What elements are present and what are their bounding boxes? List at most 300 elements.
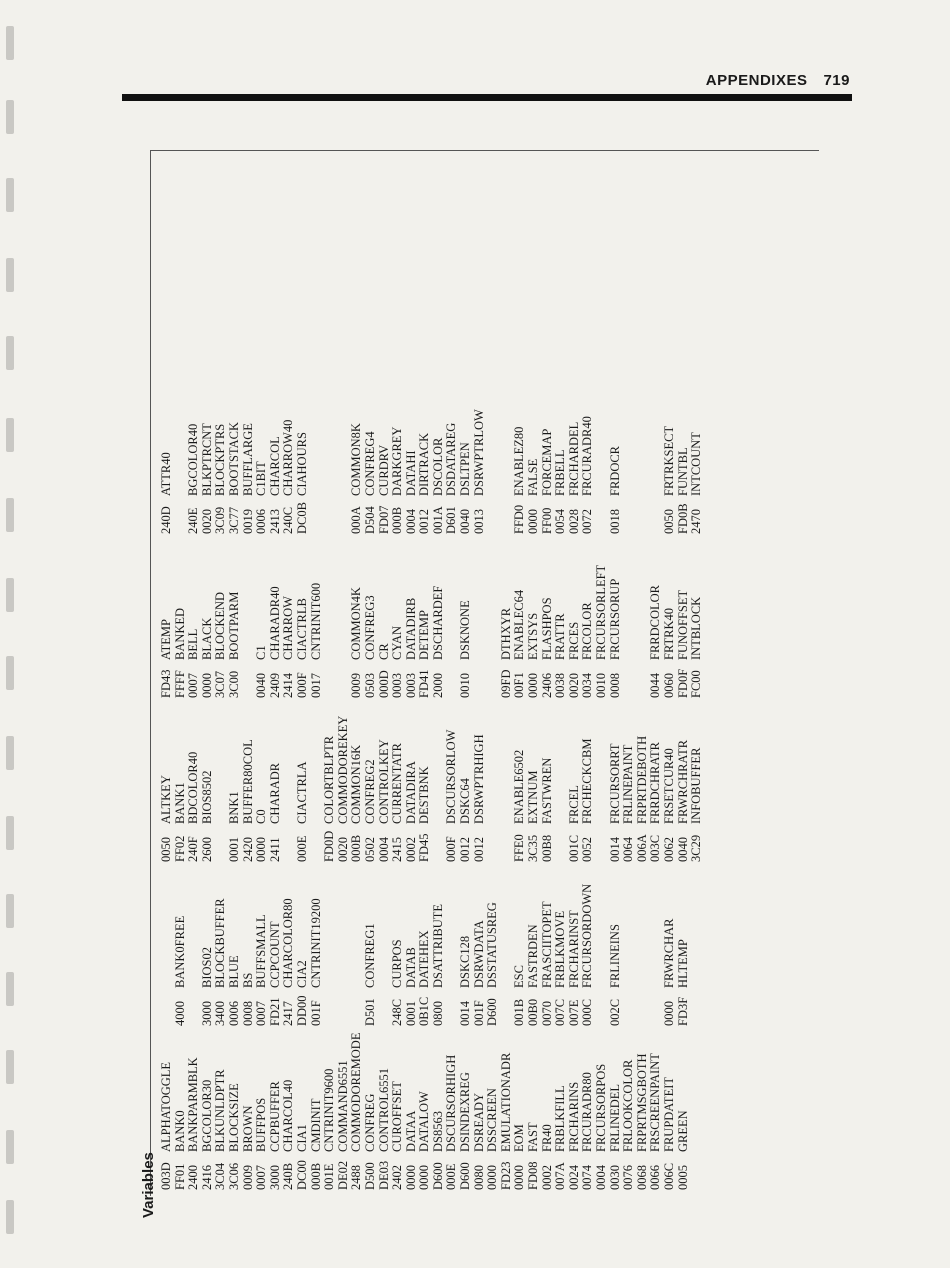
variable-name-cell: [242, 534, 256, 660]
table-row: [432, 370, 446, 1190]
address-cell: 0050: [661, 509, 676, 534]
address-cell: 000B: [349, 834, 364, 862]
variable-name-cell: [500, 370, 514, 496]
variable-name-cell: DSKNONE: [458, 600, 473, 660]
address-cell: 0020: [335, 837, 350, 862]
variable-name-cell: CONFREG1: [362, 923, 377, 988]
variable-name-cell: [636, 534, 650, 660]
table-row: [378, 370, 392, 1190]
address-cell: [622, 496, 636, 534]
address-cell: 0003: [390, 673, 405, 698]
address-cell: [500, 496, 514, 534]
address-cell: 2420: [240, 837, 255, 862]
address-cell: 0020: [199, 509, 214, 534]
variable-name-cell: BDCOLOR40: [186, 751, 201, 824]
table-row: [568, 370, 582, 1190]
address-cell: FD3F: [675, 996, 690, 1026]
address-cell: FF02: [172, 835, 187, 862]
variable-name-cell: DSCOLOR: [430, 437, 445, 496]
address-cell: DE02: [335, 1160, 350, 1190]
address-cell: [323, 496, 337, 534]
variable-name-cell: FRLINEDEL: [607, 1083, 622, 1152]
variable-name-cell: BLOCKEND: [213, 591, 228, 660]
address-cell: 0006: [254, 509, 269, 534]
table-row: [174, 370, 188, 1190]
address-cell: 0014: [607, 837, 622, 862]
variable-name-cell: BELL: [186, 628, 201, 660]
address-cell: 0009: [349, 673, 364, 698]
variable-name-cell: BUFFLARGE: [240, 423, 255, 496]
address-cell: 0028: [566, 509, 581, 534]
variable-name-cell: BIOS02: [199, 947, 214, 988]
variable-name-cell: COMMODOREMODE: [349, 1032, 364, 1152]
variable-name-cell: FRTRKSECT: [661, 425, 676, 496]
table-row: [201, 370, 215, 1190]
variable-name-cell: COMMON8K: [349, 423, 364, 496]
variable-name-cell: FRCEL: [566, 785, 581, 824]
address-cell: FF01: [172, 1163, 187, 1190]
address-cell: FFE0: [512, 834, 527, 862]
address-cell: 0054: [553, 509, 568, 534]
page-header: [706, 72, 850, 89]
variable-name-cell: [310, 370, 324, 496]
address-cell: 2400: [186, 1165, 201, 1190]
table-row: [500, 370, 514, 1190]
rotated-table-container: [160, 160, 820, 1190]
variable-name-cell: CONTROL6551: [376, 1067, 391, 1152]
address-cell: 0034: [580, 673, 595, 698]
table-row: [445, 370, 459, 1190]
variable-name-cell: EMULATIONADR: [498, 1052, 513, 1152]
variable-name-cell: BANKPARMBLK: [186, 1057, 201, 1152]
address-cell: 000F: [294, 672, 309, 698]
address-cell: 240D: [159, 506, 173, 534]
variable-name-cell: DSCURSORHIGH: [444, 1054, 459, 1152]
variable-name-cell: FORCEMAP: [539, 428, 554, 496]
variable-name-cell: [690, 862, 704, 988]
variable-name-cell: FRCHECKCBM: [580, 738, 595, 824]
address-cell: [282, 824, 296, 862]
address-cell: 007A: [553, 1162, 568, 1190]
variable-name-cell: DETEMP: [417, 610, 432, 660]
variable-name-cell: BLKPTRCNT: [199, 423, 214, 496]
variable-name-cell: FUNTBL: [675, 447, 690, 496]
address-cell: 3C04: [213, 1162, 228, 1190]
table-row: [513, 370, 527, 1190]
table-row: [690, 370, 704, 1190]
table-row: [595, 370, 609, 1190]
address-cell: 0030: [607, 1165, 622, 1190]
address-cell: 2414: [281, 673, 296, 698]
variable-name-cell: DATAHI: [403, 450, 418, 496]
address-cell: FD45: [417, 833, 432, 862]
address-cell: 0000: [661, 1001, 676, 1026]
address-cell: 0076: [621, 1165, 636, 1190]
variable-name-cell: DSRWDATA: [471, 920, 486, 988]
address-cell: 006A: [634, 834, 649, 862]
variable-name-cell: CONFREG: [362, 1093, 377, 1152]
variable-name-cell: DATADIRB: [403, 597, 418, 660]
variable-name-cell: FRCHARINS: [566, 1081, 581, 1152]
address-cell: 240C: [281, 506, 296, 534]
address-cell: 001C: [566, 834, 581, 862]
variable-name-cell: FRASCIITOPET: [539, 901, 554, 988]
variable-name-cell: [486, 370, 500, 496]
address-cell: 0010: [594, 673, 608, 698]
address-cell: 007E: [566, 999, 581, 1026]
table-row: [391, 370, 405, 1190]
address-cell: 0004: [376, 837, 391, 862]
header-rule: [122, 94, 852, 101]
variable-name-cell: [500, 862, 514, 988]
variable-name-cell: CR: [376, 643, 391, 660]
variable-name-cell: ALPHATOGGLE: [159, 1061, 173, 1152]
variable-name-cell: CYAN: [390, 625, 405, 660]
address-cell: 0018: [607, 509, 622, 534]
variable-name-cell: [378, 862, 392, 988]
address-cell: 3C77: [226, 506, 241, 534]
address-cell: DC0B: [294, 502, 309, 534]
address-cell: 0B1C: [417, 996, 432, 1026]
address-cell: D600: [458, 1162, 473, 1190]
address-cell: 0503: [362, 673, 377, 698]
variable-name-cell: CCPBUFFER: [267, 1081, 282, 1152]
address-cell: 000E: [294, 835, 309, 862]
table-row: [323, 370, 337, 1190]
address-cell: 000C: [580, 998, 595, 1026]
address-cell: 0000: [417, 1165, 432, 1190]
address-cell: [323, 988, 337, 1026]
address-cell: [242, 660, 256, 698]
address-cell: 2411: [267, 837, 282, 862]
address-cell: 0005: [675, 1165, 690, 1190]
variable-name-cell: FRBLKMOVE: [553, 910, 568, 988]
address-cell: D600: [485, 998, 500, 1026]
variable-name-cell: CNTRINIT19200: [308, 898, 323, 988]
table-row: [677, 370, 691, 1190]
variable-name-cell: [187, 862, 201, 988]
address-cell: 0007: [186, 673, 201, 698]
variable-name-cell: FR40: [539, 1124, 554, 1152]
variable-name-cell: DATADIRA: [403, 761, 418, 824]
table-row: [527, 370, 541, 1190]
variable-name-cell: DIRTRACK: [417, 432, 432, 496]
address-cell: 001B: [512, 998, 527, 1026]
address-cell: 0044: [648, 673, 663, 698]
variable-name-cell: CHARADR40: [267, 586, 282, 660]
address-cell: 003D: [159, 1162, 173, 1190]
variable-name-cell: FASTWREN: [539, 757, 554, 824]
variable-name-cell: CNTRINIT9600: [322, 1068, 337, 1152]
variable-name-cell: DSATTRIBUTE: [430, 903, 445, 988]
variable-name-cell: EXTSYS: [526, 612, 541, 660]
address-cell: 2409: [267, 673, 282, 698]
variable-name-cell: [323, 862, 337, 988]
table-row: [310, 370, 324, 1190]
variable-name-cell: [554, 698, 568, 824]
variable-name-cell: DATEHEX: [417, 930, 432, 988]
table-row: [255, 370, 269, 1190]
variable-name-cell: CIAHOURS: [294, 432, 309, 496]
address-cell: D504: [362, 506, 377, 534]
variable-name-cell: [649, 862, 663, 988]
address-cell: 0064: [621, 837, 636, 862]
variable-name-cell: FRCHARINST: [566, 910, 581, 988]
address-cell: 0012: [471, 837, 486, 862]
address-cell: 0038: [553, 673, 568, 698]
address-cell: 003C: [648, 834, 663, 862]
address-cell: 0074: [580, 1165, 595, 1190]
variable-name-cell: BUFFPOS: [254, 1097, 269, 1152]
address-cell: [500, 988, 514, 1026]
table-row: [160, 370, 174, 1190]
address-cell: [187, 988, 201, 1026]
variable-name-cell: [500, 698, 514, 824]
address-cell: [622, 988, 636, 1026]
variable-name-cell: COMMON16K: [349, 744, 364, 824]
address-cell: 0080: [471, 1165, 486, 1190]
variable-name-cell: [337, 534, 351, 660]
address-cell: FD08: [526, 1161, 541, 1190]
address-cell: [595, 988, 609, 1026]
address-cell: 0010: [458, 673, 473, 698]
address-cell: 0000: [485, 1165, 500, 1190]
table-row: [486, 370, 500, 1190]
variable-name-cell: COLORTBLPTR: [322, 735, 337, 824]
address-cell: 0004: [594, 1165, 608, 1190]
variable-name-cell: [486, 534, 500, 660]
variable-name-cell: DSCHARDEF: [430, 585, 445, 660]
address-cell: [337, 988, 351, 1026]
variable-name-cell: DSREADY: [471, 1092, 486, 1152]
variable-name-cell: [432, 698, 446, 824]
variable-name-cell: FRPRTMSGBOTH: [634, 1053, 649, 1152]
variable-name-cell: DSLTPEN: [458, 442, 473, 496]
address-cell: 0000: [512, 1165, 527, 1190]
address-cell: FD0F: [675, 668, 690, 698]
address-cell: 0008: [240, 1001, 255, 1026]
variable-name-cell: CIA1: [294, 1124, 309, 1152]
variable-name-cell: [282, 698, 296, 824]
variable-name-cell: FALSE: [526, 458, 541, 496]
variable-name-cell: [445, 534, 459, 660]
table-row: [350, 370, 364, 1190]
variable-name-cell: [160, 862, 174, 988]
address-cell: 4000: [172, 1001, 187, 1026]
variable-name-cell: FRCHARDEL: [566, 421, 581, 496]
address-cell: 000F: [444, 836, 459, 862]
variable-name-cell: BUFFER80COL: [240, 739, 255, 824]
table-row: [228, 370, 242, 1190]
table-row: [214, 370, 228, 1190]
address-cell: [636, 988, 650, 1026]
variable-name-cell: ENABLE6502: [512, 749, 527, 824]
variable-name-cell: FRCURSORPOS: [594, 1063, 608, 1152]
address-cell: 3400: [213, 1001, 228, 1026]
variable-name-cell: FRSETCUR40: [661, 748, 676, 824]
address-cell: FFFF: [172, 670, 187, 698]
variable-name-cell: DATALOW: [417, 1091, 432, 1152]
address-cell: 0002: [403, 837, 418, 862]
variable-name-cell: CIACTRLA: [294, 761, 309, 824]
variable-name-cell: FRCURADR40: [580, 416, 595, 496]
address-cell: FD0D: [322, 830, 337, 862]
address-cell: [160, 988, 174, 1026]
section-label: Variables: [140, 1152, 157, 1218]
address-cell: 0072: [580, 509, 595, 534]
address-cell: [636, 496, 650, 534]
address-cell: [500, 824, 514, 862]
address-cell: 3000: [267, 1165, 282, 1190]
variable-name-cell: [323, 534, 337, 660]
address-cell: [486, 824, 500, 862]
address-cell: 0012: [458, 837, 473, 862]
variable-name-cell: FRCURSORDOWN: [580, 883, 595, 988]
variable-name-cell: CHARADR: [267, 762, 282, 824]
address-cell: 0000: [403, 1165, 418, 1190]
page-number: 719: [823, 72, 850, 89]
address-cell: [378, 988, 392, 1026]
table-row: [242, 370, 256, 1190]
variable-name-cell: INTCOUNT: [689, 432, 704, 496]
variables-table: [160, 370, 704, 1190]
table-row: [337, 370, 351, 1190]
address-cell: 001F: [471, 1000, 486, 1026]
variable-name-cell: ENABLEZ80: [512, 426, 527, 496]
table-row: [459, 370, 473, 1190]
variable-name-cell: FRLINEPAINT: [621, 744, 636, 824]
address-cell: 0052: [580, 837, 595, 862]
address-cell: 0006: [226, 1001, 241, 1026]
variable-name-cell: BS: [240, 972, 255, 988]
address-cell: 000B: [308, 1162, 323, 1190]
address-cell: 2415: [390, 837, 405, 862]
variable-name-cell: [622, 862, 636, 988]
address-cell: 001E: [322, 1163, 337, 1190]
address-cell: 2416: [199, 1165, 214, 1190]
address-cell: [323, 660, 337, 698]
variable-name-cell: BLOCKPTRS: [213, 423, 228, 496]
variable-name-cell: BLOCKSIZE: [226, 1083, 241, 1152]
variable-name-cell: BANK1: [172, 782, 187, 824]
variable-name-cell: [636, 370, 650, 496]
variable-name-cell: FRTRK40: [661, 607, 676, 660]
address-cell: [445, 660, 459, 698]
variable-name-cell: [323, 370, 337, 496]
variable-name-cell: FRCOLOR: [580, 602, 595, 660]
variable-name-cell: FRCURSORRT: [607, 743, 622, 824]
variable-name-cell: BANK0: [172, 1110, 187, 1152]
variable-name-cell: [595, 862, 609, 988]
variable-name-cell: INFOBUFFER: [689, 747, 704, 824]
address-cell: 0060: [661, 673, 676, 698]
variable-name-cell: CMDINIT: [308, 1098, 323, 1152]
variable-name-cell: DSINDEXREG: [458, 1072, 473, 1152]
address-cell: 0001: [226, 837, 241, 862]
address-cell: [473, 660, 487, 698]
variable-name-cell: FRLINEINS: [607, 924, 622, 988]
table-row: [636, 370, 650, 1190]
address-cell: [337, 496, 351, 534]
variable-name-cell: [636, 862, 650, 988]
variable-name-cell: [337, 370, 351, 496]
address-cell: 0050: [159, 837, 173, 862]
variable-name-cell: [473, 534, 487, 660]
address-cell: [690, 1152, 704, 1190]
address-cell: FD23: [498, 1161, 513, 1190]
address-cell: 002C: [607, 998, 622, 1026]
address-cell: 3000: [199, 1001, 214, 1026]
table-row: [269, 370, 283, 1190]
variable-name-cell: [445, 862, 459, 988]
variable-name-cell: FRCURADR80: [580, 1072, 595, 1152]
variable-name-cell: FRWRCHRATR: [675, 739, 690, 824]
table-row: [296, 370, 310, 1190]
table-row: [554, 370, 568, 1190]
address-cell: 0800: [430, 1001, 445, 1026]
variable-name-cell: CUROFFSET: [390, 1081, 405, 1152]
address-cell: 007C: [553, 998, 568, 1026]
variable-name-cell: BANK0FREE: [172, 915, 187, 988]
variable-name-cell: ATEMP: [159, 619, 173, 660]
address-cell: [214, 824, 228, 862]
address-cell: [486, 496, 500, 534]
variable-name-cell: EXTNUM: [526, 770, 541, 824]
variable-name-cell: C0: [254, 809, 269, 824]
variable-name-cell: DSSCREEN: [485, 1088, 500, 1152]
variable-name-cell: C1BIT: [254, 461, 269, 496]
address-cell: 0000: [526, 509, 541, 534]
address-cell: 0000: [526, 673, 541, 698]
variable-name-cell: DSSTATUSREG: [485, 902, 500, 988]
address-cell: FD43: [159, 669, 173, 698]
table-row: [473, 370, 487, 1190]
variable-name-cell: CCPCOUNT: [267, 921, 282, 988]
table-row: [581, 370, 595, 1190]
variable-name-cell: ALTKEY: [159, 775, 173, 824]
variable-name-cell: DTHXYR: [498, 607, 513, 660]
address-cell: [690, 988, 704, 1026]
address-cell: 0001: [403, 1001, 418, 1026]
variable-name-cell: FASTRDEN: [526, 924, 541, 988]
address-cell: 001A: [430, 506, 445, 534]
variable-name-cell: CONFREG2: [362, 759, 377, 824]
variable-name-cell: FRLOOKCOLOR: [621, 1059, 636, 1152]
address-cell: 0062: [661, 837, 676, 862]
address-cell: D600: [430, 1162, 445, 1190]
table-row: [418, 370, 432, 1190]
address-cell: 001F: [308, 1000, 323, 1026]
address-cell: 000E: [444, 1163, 459, 1190]
address-cell: [595, 824, 609, 862]
address-cell: [622, 660, 636, 698]
address-cell: 3C09: [213, 506, 228, 534]
table-row: [364, 370, 378, 1190]
address-cell: 3C06: [226, 1162, 241, 1190]
variable-name-cell: GREEN: [675, 1110, 690, 1152]
variable-name-cell: [310, 698, 324, 824]
variable-name-cell: C1: [254, 645, 269, 660]
variable-name-cell: BROWN: [240, 1105, 255, 1152]
variable-name-cell: CONTROLKEY: [376, 739, 391, 824]
variable-name-cell: DSKC128: [458, 935, 473, 988]
address-cell: FC00: [689, 670, 704, 698]
address-cell: 2402: [390, 1165, 405, 1190]
variable-name-cell: FRRDCHRATR: [648, 742, 663, 824]
binder-holes: [0, 0, 30, 1268]
variable-name-cell: CURDRV: [376, 444, 391, 496]
address-cell: 0004: [403, 509, 418, 534]
